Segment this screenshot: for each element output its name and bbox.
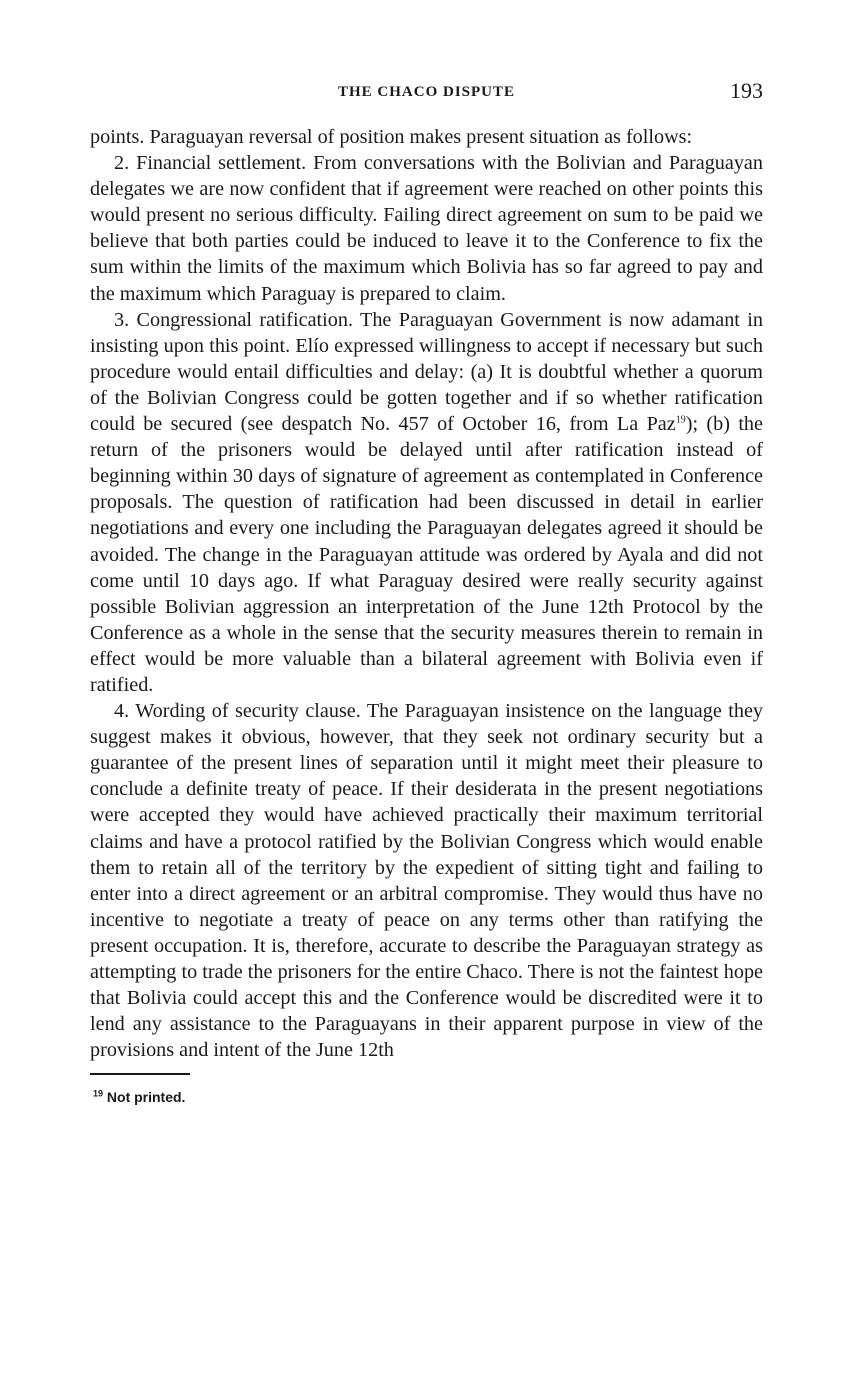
footnote-text: Not printed. bbox=[106, 1089, 186, 1106]
page-number: 193 bbox=[730, 78, 763, 103]
footnote-reference[interactable]: 19 bbox=[675, 414, 686, 426]
paragraph-3-part-a: 3. Congressional ratification. The Paraguayan Government is now adamant in insisting upon this point. Elío expressed willingness to accept if necessary but such procedure would entail difficulties and delay: (a) It is doubtful whether a quorum of the Bolivian Congress could be gotten together and if so whether ratification could be secured (see despatch No. 457 of October 16, from La Paz bbox=[90, 308, 763, 436]
body-text bbox=[90, 124, 763, 1063]
running-head bbox=[90, 78, 763, 110]
running-title: THE CHACO DISPUTE bbox=[337, 84, 516, 100]
paragraph-3 bbox=[90, 307, 763, 698]
paragraph-1: points. Paraguayan reversal of position makes present situation as follows: bbox=[90, 126, 693, 148]
paragraph-2: 2. Financial settlement. From conversations with the Bolivian and Paraguayan delegates we are now confident that if agreement were reached on other points this would present no serious difficulty. Failing direct agreement on sum to be paid we believe that both parties could be induced to leave it to the Conference to fix the sum within the limits of the maximum which Bolivia has so far agreed to pay and the maximum which Paraguay is prepared to claim. bbox=[90, 152, 763, 305]
footnote bbox=[93, 1089, 763, 1105]
paragraph-3-part-b: ); (b) the return of the prisoners would be delayed until after ratification instead of beginning within 30 days of signature of agreement as contemplated in Conference proposals. The question of ratification had been discussed in detail in earlier negotiations and every one including the Paraguayan delegates agreed it should be avoided. The change in the Paraguayan attitude was ordered by Ayala and did not come until 10 days ago. If what Paraguay desired were really security against possible Bolivian aggression an interpretation of the June 12th Protocol by the Conference as a whole in the sense that the security measures therein to remain in effect would be more valuable than a bilateral agreement with Bolivia even if ratified. bbox=[90, 413, 763, 696]
paragraph-4: 4. Wording of security clause. The Paraguayan insistence on the language they suggest makes it obvious, however, that they seek not ordinary security but a guarantee of the present lines of separation until it might meet their pleasure to conclude a definite treaty of peace. If their desiderata in the present negotiations were accepted they would have achieved practically their maximum territorial claims and have a protocol ratified by the Bolivian Congress which would enable them to retain all of the territory by the expedient of sitting tight and failing to enter into a direct agreement or an arbitral compromise. They would thus have no incentive to negotiate a treaty of peace on any terms other than ratifying the present occupation. It is, therefore, accurate to describe the Paraguayan strategy as attempting to trade the prisoners for the entire Chaco. There is not the faintest hope that Bolivia could accept this and the Conference would be discredited were it to lend any assistance to the Paraguayans in their apparent purpose in view of the provisions and intent of the June 12th bbox=[90, 700, 763, 1062]
footnote-number: 19 bbox=[93, 1088, 104, 1099]
footnote-rule bbox=[90, 1073, 190, 1075]
document-page bbox=[90, 78, 763, 1105]
